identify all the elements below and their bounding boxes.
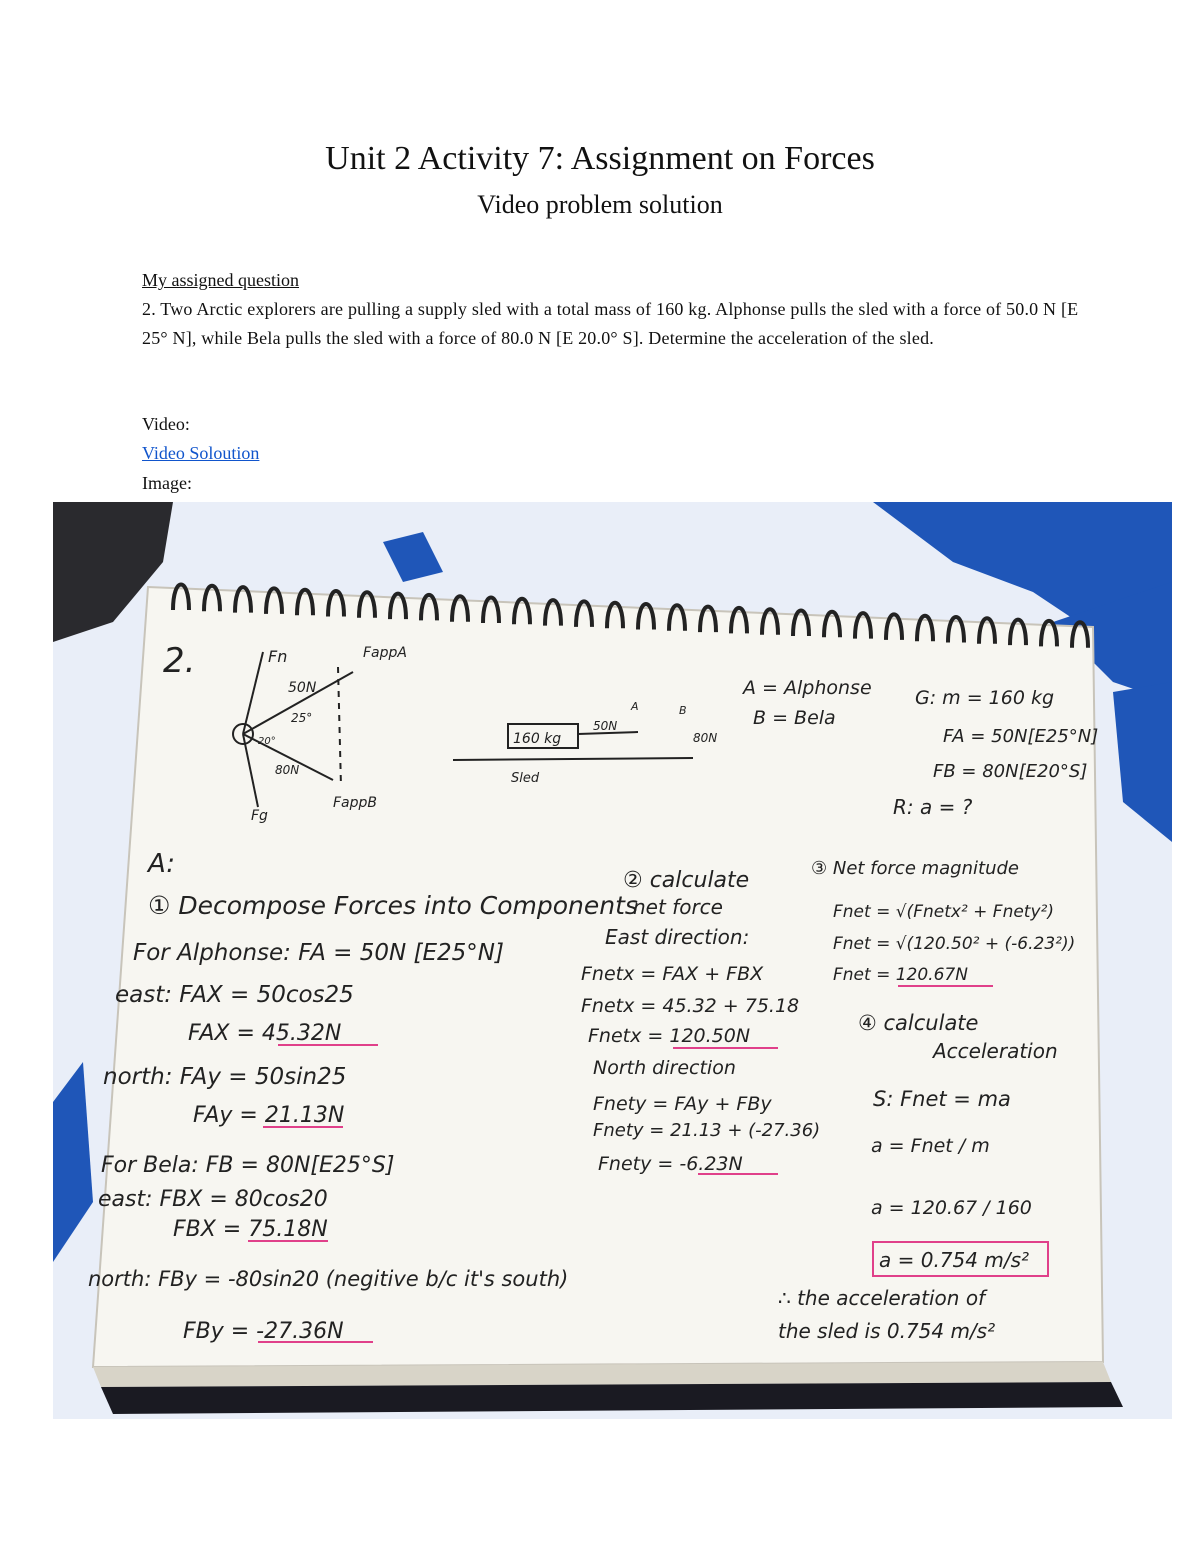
solution-photo (53, 502, 1172, 1419)
step2-l2: Fnetx = 45.32 + 75.18 (581, 995, 800, 1017)
fbd-fn: Fn (268, 647, 288, 666)
conclusion-line1: ∴ the acceleration of (778, 1286, 986, 1310)
legend-b: B = Bela (753, 707, 836, 729)
step4-l2: a = 120.67 / 160 (871, 1197, 1032, 1219)
fbd-angle25: 25° (291, 711, 313, 725)
fbd-fappb: FappB (333, 795, 378, 811)
step1-a-label: A: (148, 849, 176, 879)
step2-l5: Fnety = 21.13 + (-27.36) (593, 1120, 821, 1141)
step1-east-b: east: FBX = 80cos20 (98, 1187, 328, 1212)
step4-l1: a = Fnet / m (871, 1135, 990, 1157)
given-r: R: a = ? (893, 795, 973, 819)
step4-s: S: Fnet = ma (873, 1087, 1011, 1111)
sled-a: A (631, 700, 639, 713)
step3-l1: Fnet = √(Fnetx² + Fnety²) (833, 902, 1054, 922)
step2-title2: net force (633, 895, 723, 919)
step1-bela: For Bela: FB = 80N[E25°S] (101, 1153, 395, 1178)
step1-fbx: FBX = 75.18N (173, 1217, 328, 1242)
fbd-angle20: 20° (258, 736, 276, 747)
legend-a: A = Alphonse (743, 677, 872, 699)
given-fa: FA = 50N[E25°N] (943, 726, 1099, 747)
step2-north: North direction (593, 1057, 736, 1079)
step4-title1: ④ calculate (858, 1011, 979, 1035)
notebook-photo-graphic (53, 502, 1172, 1419)
sled-mass: 160 kg (513, 731, 562, 747)
section-heading: My assigned question (142, 270, 299, 290)
page-subtitle: Video problem solution (477, 190, 723, 219)
sled-label: Sled (511, 771, 540, 786)
step4-title2: Acceleration (933, 1039, 1058, 1063)
step2-east: East direction: (605, 925, 750, 949)
step2-l3: Fnetx = 120.50N (588, 1025, 751, 1047)
sled-b: B (679, 704, 687, 717)
step2-l4: Fnety = FAy + FBy (593, 1093, 772, 1115)
sled-force-b: 80N (693, 731, 718, 745)
video-label: Video: (142, 414, 190, 434)
step2-l6: Fnety = -6.23N (598, 1153, 743, 1175)
conclusion-line2: the sled is 0.754 m/s² (778, 1319, 996, 1343)
fbd-fappa: FappA (363, 645, 407, 661)
fbd-50n: 50N (288, 680, 317, 696)
step4-answer: a = 0.754 m/s² (879, 1248, 1029, 1272)
step1-fby: FBy = -27.36N (183, 1319, 344, 1344)
image-label: Image: (142, 473, 192, 493)
sled-force-a: 50N (593, 719, 618, 733)
given-g: G: m = 160 kg (915, 687, 1055, 709)
fbd-fg: Fg (251, 808, 268, 824)
step3-title: ③ Net force magnitude (811, 858, 1019, 879)
step1-north: north: FAy = 50sin25 (103, 1064, 347, 1090)
page-title: Unit 2 Activity 7: Assignment on Forces (325, 140, 875, 177)
step1-title: ① Decompose Forces into Components (148, 891, 638, 920)
step1-east: east: FAX = 50cos25 (115, 982, 354, 1008)
problem-number: 2. (163, 641, 196, 681)
step1-fay: FAy = 21.13N (193, 1103, 345, 1128)
fbd-80n: 80N (275, 763, 300, 777)
given-fb: FB = 80N[E20°S] (933, 761, 1088, 782)
step3-l2: Fnet = √(120.50² + (-6.23²)) (833, 934, 1076, 954)
question-text: 2. Two Arctic explorers are pulling a supply sled with a total mass of 160 kg. Alphonse pulls the sled with a force of 50.0 N [E 25° N], while Bela pulls the sled with a force of 80.0 N [E 20.0° S]. Determine the acceleration of the sled. (142, 299, 1079, 348)
step1-north-b: north: FBy = -80sin20 (negitive b/c it's south) (88, 1267, 569, 1291)
step1-fax: FAX = 45.32N (188, 1021, 342, 1046)
step3-l3: Fnet = 120.67N (833, 965, 968, 985)
step1-alphonse: For Alphonse: FA = 50N [E25°N] (133, 940, 504, 966)
video-solution-link[interactable]: Video Soloution (142, 443, 260, 463)
step2-title1: ② calculate (623, 868, 750, 893)
step2-l1: Fnetx = FAX + FBX (581, 963, 764, 985)
